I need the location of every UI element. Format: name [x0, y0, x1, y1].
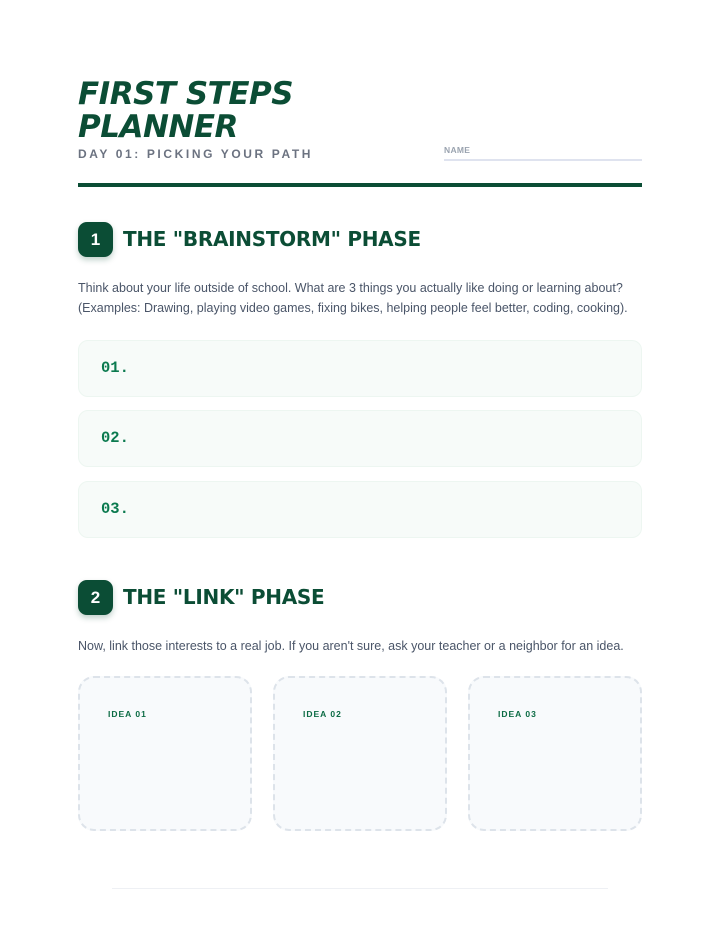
page-subtitle: DAY 01: PICKING YOUR PATH [78, 147, 314, 161]
phase-2-badge: 2 [78, 580, 113, 615]
header-divider [78, 183, 642, 187]
phase-2-description: Now, link those interests to a real job. If you aren't sure, ask your teacher or a neighbor for an idea. [78, 639, 624, 653]
page-title [78, 78, 293, 144]
answer-box-1[interactable] [78, 340, 642, 397]
phase-1-badge: 1 [78, 222, 113, 257]
answer-number: 03. [101, 500, 129, 518]
idea-box-2[interactable] [273, 676, 447, 831]
title-line-2: PLANNER [78, 109, 238, 145]
phase-1-description-line-2: (Examples: Drawing, playing video games, fixing bikes, helping people feel better, coding, cooking). [78, 301, 628, 315]
answer-box-2[interactable] [78, 410, 642, 467]
name-label: NAME [444, 145, 471, 155]
answer-box-3[interactable] [78, 481, 642, 538]
idea-box-3[interactable] [468, 676, 642, 831]
answer-number: 01. [101, 359, 129, 377]
phase-1-description [78, 278, 658, 318]
idea-box-1[interactable] [78, 676, 252, 831]
idea-label: IDEA 03 [498, 709, 537, 719]
idea-label: IDEA 02 [303, 709, 342, 719]
phase-1-description-line-1: Think about your life outside of school. What are 3 things you actually like doing or learning about? [78, 281, 623, 295]
answer-number: 02. [101, 429, 129, 447]
name-field[interactable] [444, 159, 642, 161]
idea-label: IDEA 01 [108, 709, 147, 719]
title-line-1: FIRST STEPS [78, 76, 294, 112]
footer-divider [112, 888, 608, 889]
phase-2-title: THE "LINK" PHASE [123, 585, 325, 609]
phase-1-title: THE "BRAINSTORM" PHASE [123, 227, 421, 251]
